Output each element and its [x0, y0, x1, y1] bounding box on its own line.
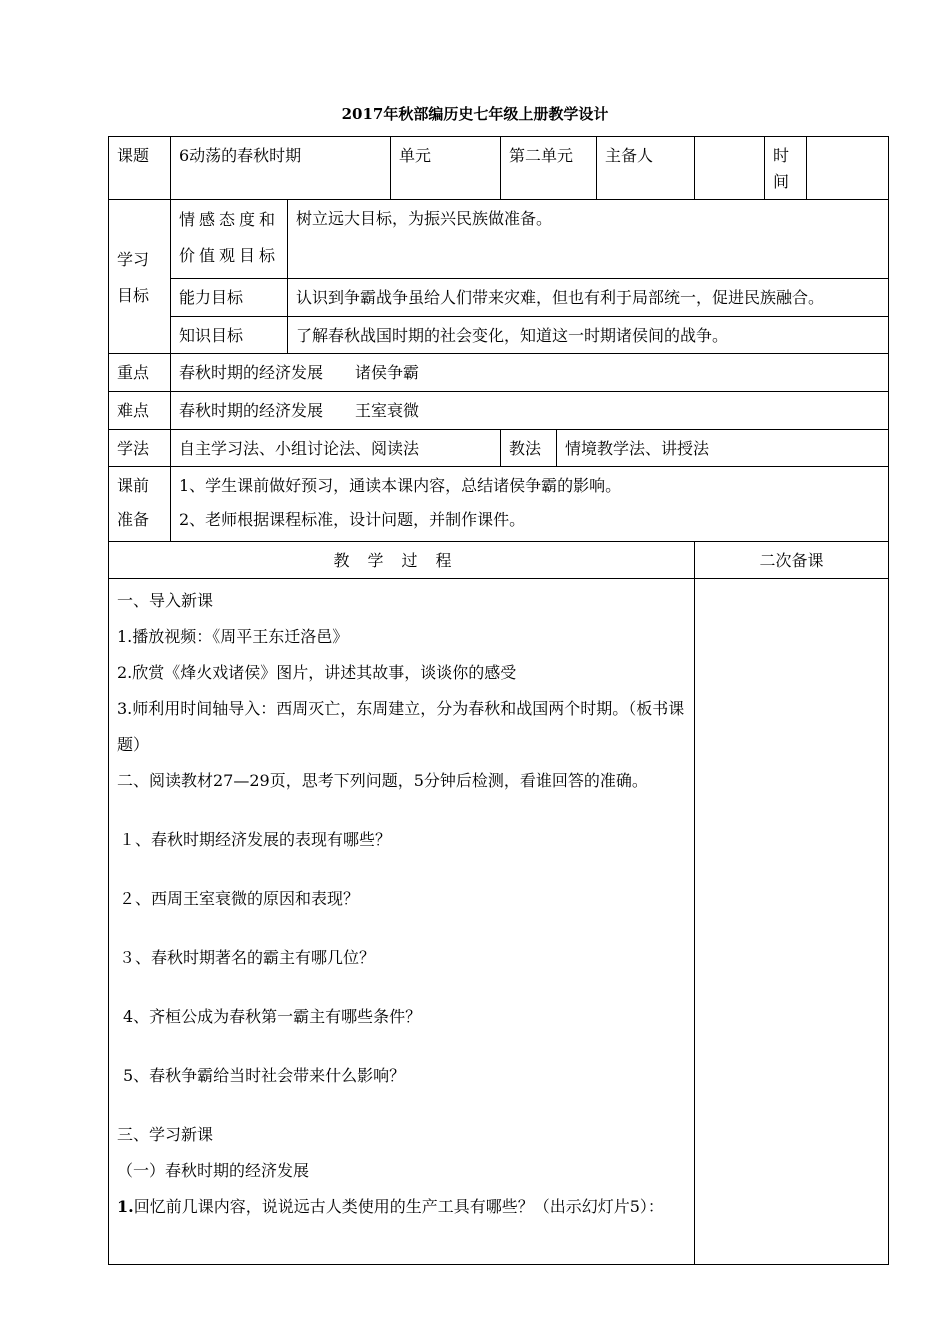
difficulty-label: 难点 [109, 392, 171, 430]
section-reading: 二、阅读教材27—29页，思考下列问题，5分钟后检测，看谁回答的准确。 [117, 771, 648, 790]
knowledge-goal-value: 了解春秋战国时期的社会变化，知道这一时期诸侯间的战争。 [288, 317, 889, 354]
prep-label: 课前 准备 [109, 467, 171, 542]
subsection-economy: （一）春秋时期的经济发展 [117, 1161, 310, 1180]
question-1: １、春秋时期经济发展的表现有哪些？ [119, 830, 392, 849]
preparer-value [695, 137, 765, 200]
key-point-value: 春秋时期的经济发展 诸侯争霸 [171, 354, 889, 392]
question-4: 4、齐桓公成为春秋第一霸主有哪些条件？ [123, 1007, 422, 1026]
unit-label: 单元 [391, 137, 501, 200]
intro-step-1: 1.播放视频：《周平王东迁洛邑》 [117, 627, 349, 646]
section-intro: 一、导入新课 [117, 591, 214, 610]
intro-step-3: 3.师利用时间轴导入：西周灭亡，东周建立，分为春秋和战国两个时期。（板书课题） [117, 699, 685, 754]
recall-question: 1.回忆前几课内容，说说远古人类使用的生产工具有哪些？（出示幻灯片5）： [117, 1197, 664, 1216]
preparer-label: 主备人 [597, 137, 695, 200]
time-value [807, 137, 889, 200]
intro-step-2: 2.欣赏《烽火戏诸侯》图片，讲述其故事，谈谈你的感受 [117, 663, 517, 682]
teach-method-label: 教法 [501, 430, 557, 467]
topic-label: 课题 [109, 137, 171, 200]
lesson-plan-table [108, 136, 888, 1265]
prep-line-2: 2、老师根据课程标准，设计问题，并制作课件。 [179, 510, 526, 529]
goals-label: 学习 目标 [109, 200, 171, 354]
teach-method-value: 情境教学法、讲授法 [557, 430, 889, 467]
process-content [109, 579, 695, 1265]
prep-value [171, 467, 889, 542]
question-2: ２、西周王室衰微的原因和表现？ [119, 889, 360, 908]
difficulty-value: 春秋时期的经济发展 王室衰微 [171, 392, 889, 430]
question-5: 5、春秋争霸给当时社会带来什么影响？ [123, 1066, 406, 1085]
second-prep-header: 二次备课 [695, 542, 889, 579]
knowledge-goal-label: 知识目标 [171, 317, 288, 354]
topic-value: 6动荡的春秋时期 [171, 137, 391, 200]
process-header: 教学过程 [109, 542, 695, 579]
key-point-label: 重点 [109, 354, 171, 392]
second-prep-notes [695, 579, 889, 1265]
study-method-value: 自主学习法、小组讨论法、阅读法 [171, 430, 501, 467]
unit-value: 第二单元 [501, 137, 597, 200]
time-label: 时间 [765, 137, 807, 200]
prep-line-1: 1、学生课前做好预习，通读本课内容，总结诸侯争霸的影响。 [179, 476, 622, 495]
section-new-lesson: 三、学习新课 [117, 1125, 214, 1144]
emotion-goal-label: 情感态度和 价值观目标 [171, 200, 288, 279]
emotion-goal-value: 树立远大目标，为振兴民族做准备。 [288, 200, 889, 279]
document-title: 2017年秋部编历史七年级上册教学设计 [341, 105, 609, 123]
question-3: ３、春秋时期著名的霸主有哪几位？ [119, 948, 376, 967]
ability-goal-label: 能力目标 [171, 279, 288, 317]
study-method-label: 学法 [109, 430, 171, 467]
ability-goal-value: 认识到争霸战争虽给人们带来灾难，但也有利于局部统一，促进民族融合。 [288, 279, 889, 317]
